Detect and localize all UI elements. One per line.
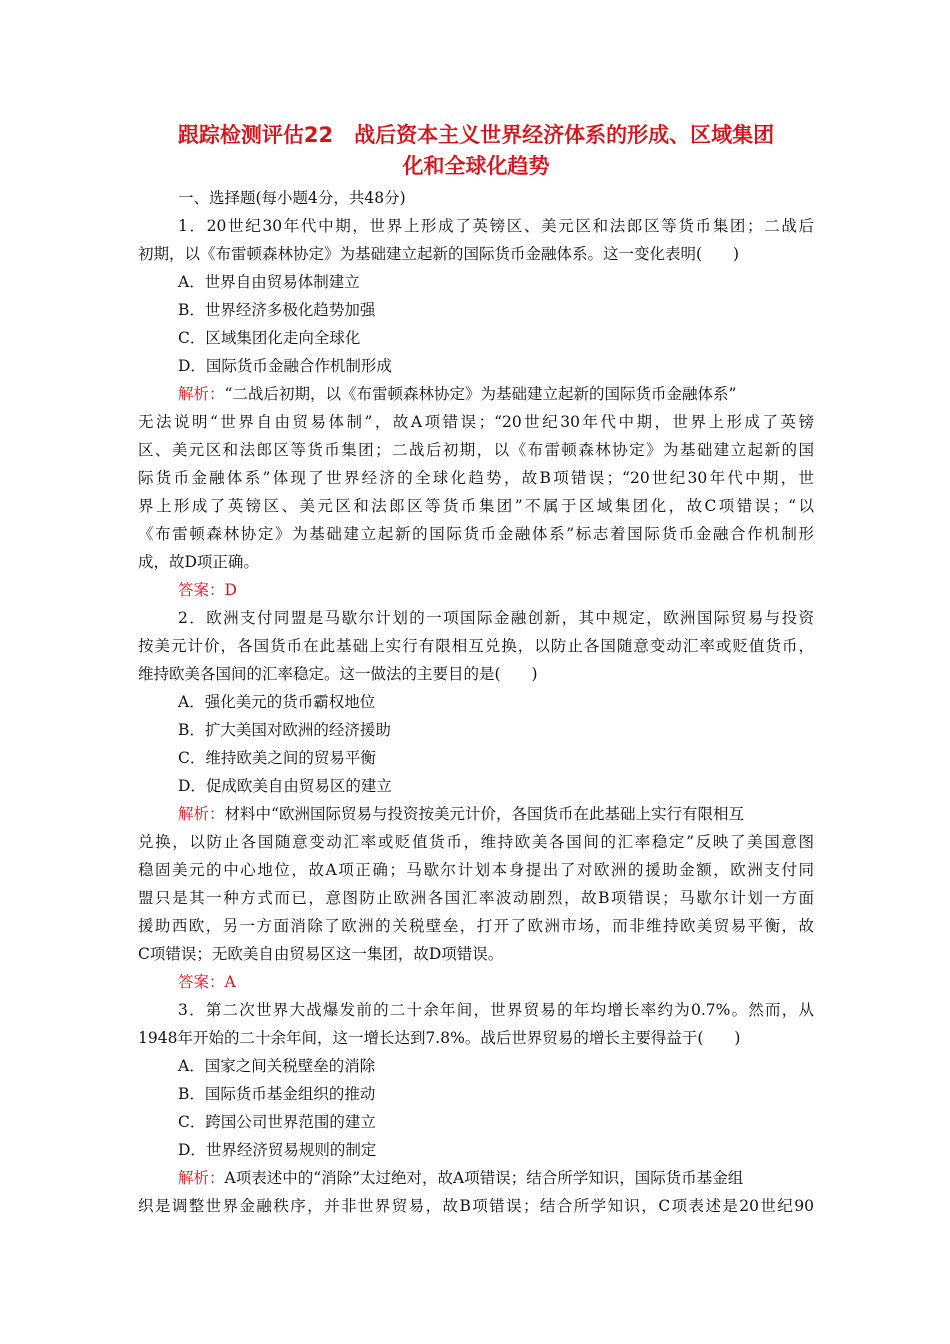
q1-option-d: D．国际货币金融合作机制形成 — [178, 357, 392, 375]
q2-option-a: A．强化美元的货币霸权地位 — [178, 693, 376, 711]
q1-analysis-line-1 — [138, 380, 814, 408]
q2-option-b: B．扩大美国对欧洲的经济援助 — [178, 721, 391, 739]
q3-analysis-text-1: A项表述中的“消除”太过绝对，故A项错误；结合所学知识，国际货币基金组 — [224, 1169, 744, 1187]
q2-analysis-line-6: C项错误；无欧美自由贸易区这一集团，故D项错误。 — [138, 945, 504, 963]
q2-stem-line-2: 按美元计价，各国货币在此基础上实行有限相互兑换，以防止各国随意变动汇率或贬值货币， — [138, 637, 814, 655]
q2-analysis-line-5: 援助西欧，另一方面消除了欧洲的关税壁垒，打开了欧洲市场，而非维持欧美贸易平衡，故 — [138, 917, 814, 935]
q1-analysis-line-5: 界上形成了英镑区、美元区和法郎区等货币集团”不属于区域集团化，故C项错误；“以 — [138, 497, 814, 515]
q2-stem-line-3: 维持欧美各国间的汇率稳定。这一做法的主要目的是( ) — [138, 665, 538, 683]
q2-analysis-label: 解析： — [178, 805, 225, 823]
title-line-2: 化和全球化趋势 — [402, 154, 550, 178]
q1-option-c: C．区域集团化走向全球化 — [178, 329, 361, 347]
q2-answer: 答案：A — [178, 973, 236, 991]
q1-analysis-label: 解析： — [178, 385, 225, 403]
q3-analysis-line-1 — [138, 1164, 814, 1192]
section-heading: 一、选择题(每小题4分，共48分) — [178, 189, 406, 207]
q1-option-a: A．世界自由贸易体制建立 — [178, 273, 360, 291]
q1-analysis-line-2: 无法说明“世界自由贸易体制”，故A项错误；“20世纪30年代中期，世界上形成了英镑 — [138, 413, 814, 431]
q1-stem-line-1: 1．20世纪30年代中期，世界上形成了英镑区、美元区和法郎区等货币集团；二战后 — [178, 217, 814, 235]
document-title — [138, 120, 814, 182]
q1-analysis-line-7: 成，故D项正确。 — [138, 553, 259, 571]
title-line-1: 跟踪检测评估22 战后资本主义世界经济体系的形成、区域集团 — [177, 123, 775, 147]
q1-answer: 答案：D — [178, 581, 237, 599]
q3-analysis-line-2: 织是调整世界金融秩序，并非世界贸易，故B项错误；结合所学知识，C项表述是20世纪90 — [138, 1197, 814, 1215]
q2-analysis-line-4: 盟只是其一种方式而已，意图防止欧洲各国汇率波动剧烈，故B项错误；马歇尔计划一方面 — [138, 889, 814, 907]
q2-analysis-line-3: 稳固美元的中心地位，故A项正确；马歇尔计划本身提出了对欧洲的援助金额，欧洲支付同 — [138, 861, 814, 879]
q2-option-c: C．维持欧美之间的贸易平衡 — [178, 749, 376, 767]
q1-analysis-line-6: 《布雷顿森林协定》为基础建立起新的国际货币金融体系”标志着国际货币金融合作机制形 — [138, 525, 814, 543]
q3-stem-line-1: 3．第二次世界大战爆发前的二十余年间，世界贸易的年均增长率约为0.7%。然而，从 — [178, 1001, 814, 1019]
q2-analysis-line-1 — [138, 800, 814, 828]
q2-option-d: D．促成欧美自由贸易区的建立 — [178, 777, 392, 795]
document-body — [138, 184, 814, 1220]
q2-analysis-text-1: 材料中“欧洲国际贸易与投资按美元计价，各国货币在此基础上实行有限相互 — [224, 805, 744, 823]
q2-stem-line-1: 2．欧洲支付同盟是马歇尔计划的一项国际金融创新，其中规定，欧洲国际贸易与投资 — [178, 609, 814, 627]
q3-option-b: B．国际货币基金组织的推动 — [178, 1085, 376, 1103]
q1-analysis-line-3: 区、美元区和法郎区等货币集团；二战后初期，以《布雷顿森林协定》为基础建立起新的国 — [138, 441, 814, 459]
q1-analysis-text-1: “二战后初期，以《布雷顿森林协定》为基础建立起新的国际货币金融体系” — [224, 385, 737, 403]
q3-analysis-label: 解析： — [178, 1169, 225, 1187]
q3-option-d: D．世界经济贸易规则的制定 — [178, 1141, 377, 1159]
q3-option-a: A．国家之间关税壁垒的消除 — [178, 1057, 376, 1075]
q1-option-b: B．世界经济多极化趋势加强 — [178, 301, 376, 319]
q1-analysis-line-4: 际货币金融体系”体现了世界经济的全球化趋势，故B项错误；“20世纪30年代中期，世 — [138, 469, 814, 487]
q1-stem-line-2: 初期，以《布雷顿森林协定》为基础建立起新的国际货币金融体系。这一变化表明( ) — [138, 245, 740, 263]
q3-option-c: C．跨国公司世界范围的建立 — [178, 1113, 376, 1131]
q2-analysis-line-2: 兑换，以防止各国随意变动汇率或贬值货币，维持欧美各国间的汇率稳定”反映了美国意图 — [138, 833, 814, 851]
q3-stem-line-2: 1948年开始的二十余年间，这一增长达到7.8%。战后世界贸易的增长主要得益于( ) — [138, 1029, 741, 1047]
